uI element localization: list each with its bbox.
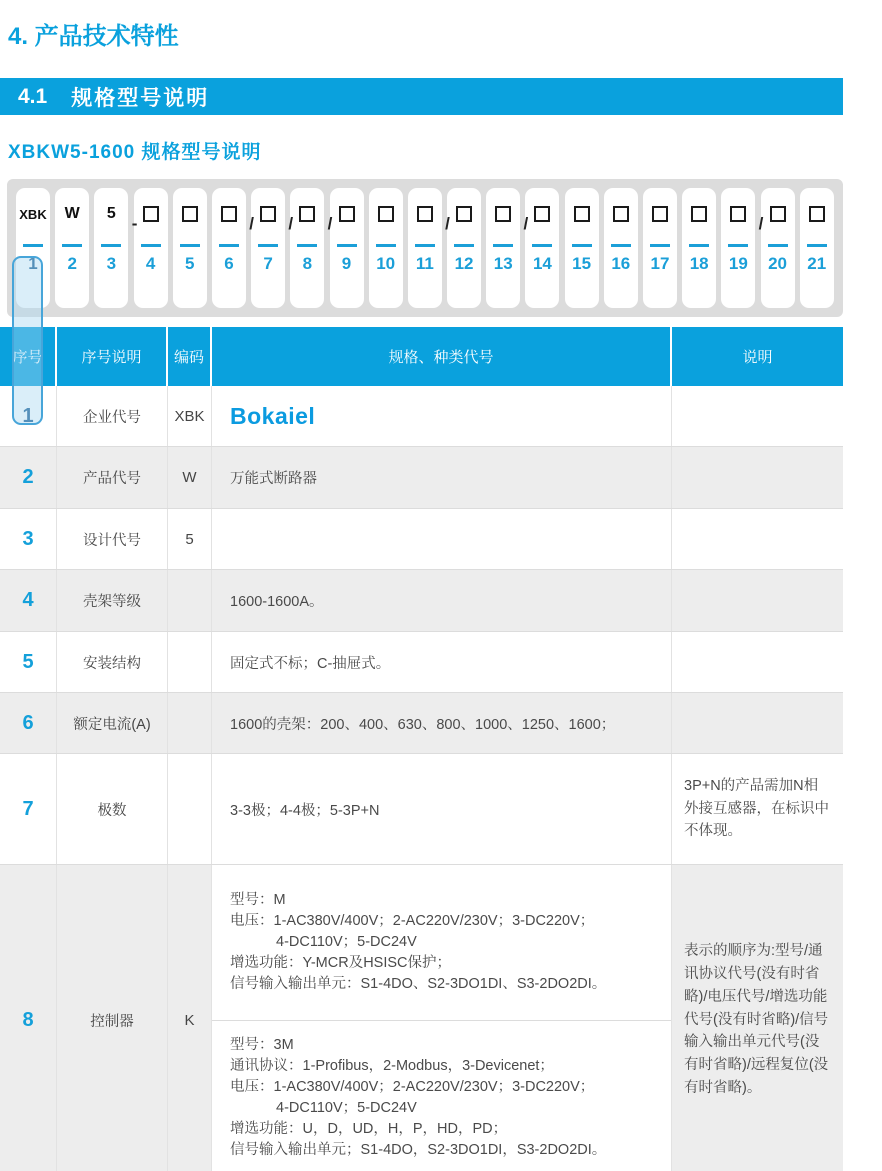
placeholder-box-icon bbox=[652, 206, 668, 222]
code-card-12 bbox=[447, 188, 481, 308]
row-spec-cell bbox=[212, 632, 672, 692]
brand-logo-text: Bokaiel bbox=[230, 402, 316, 429]
code-card-16 bbox=[604, 188, 638, 308]
table-header-row bbox=[0, 327, 843, 386]
row-number-cell: 1 bbox=[0, 386, 57, 446]
row-label-cell: 额定电流(A) bbox=[57, 693, 168, 753]
placeholder-box-icon bbox=[691, 206, 707, 222]
placeholder-box-icon bbox=[730, 206, 746, 222]
code-symbol bbox=[652, 188, 668, 240]
code-symbol bbox=[534, 188, 550, 240]
slash-separator: / bbox=[288, 214, 294, 233]
underline-dash bbox=[101, 244, 121, 247]
underline-dash bbox=[611, 244, 631, 247]
code-symbol bbox=[456, 188, 472, 240]
slash-separator: / bbox=[758, 214, 764, 233]
table-body bbox=[0, 386, 843, 1171]
underline-dash bbox=[650, 244, 670, 247]
table-row-4 bbox=[0, 569, 843, 631]
table-row-3 bbox=[0, 508, 843, 569]
code-symbol bbox=[495, 188, 511, 240]
spec-line: 增选功能：Y-MCR及HSISC保护； bbox=[230, 954, 452, 971]
code-symbol bbox=[339, 188, 355, 240]
code-symbol: 5 bbox=[106, 205, 116, 222]
table-row-2 bbox=[0, 446, 843, 508]
spec-line: 型号：3M bbox=[230, 1036, 294, 1053]
row-desc-cell bbox=[672, 570, 843, 631]
code-symbol bbox=[691, 188, 707, 240]
placeholder-box-icon bbox=[613, 206, 629, 222]
code-position-number: 19 bbox=[728, 254, 748, 273]
code-position-number: 10 bbox=[376, 254, 396, 273]
code-card-5 bbox=[173, 188, 207, 308]
spec-block-2 bbox=[212, 1021, 671, 1171]
code-card-21 bbox=[800, 188, 834, 308]
row-code-cell bbox=[168, 754, 212, 864]
code-position-number: 5 bbox=[185, 254, 195, 273]
underline-dash bbox=[141, 244, 161, 247]
section-banner bbox=[0, 78, 843, 115]
code-symbol bbox=[182, 188, 198, 240]
slash-separator: / bbox=[327, 214, 333, 233]
code-position-number: 15 bbox=[572, 254, 592, 273]
row-spec-cell bbox=[212, 754, 672, 864]
row-spec-cell bbox=[212, 693, 672, 753]
code-card-14 bbox=[525, 188, 559, 308]
underline-dash bbox=[415, 244, 435, 247]
code-position-number: 16 bbox=[611, 254, 631, 273]
slash-separator: / bbox=[249, 214, 254, 233]
code-card-13 bbox=[486, 188, 529, 308]
spec-line: 电压：1-AC380V/400V；2-AC220V/230V；3-DC220V； bbox=[230, 1078, 595, 1095]
code-position-number: 13 bbox=[493, 254, 513, 273]
placeholder-box-icon bbox=[299, 206, 315, 222]
code-card-11 bbox=[408, 188, 450, 308]
row-desc-cell: 3P+N的产品需加N相外接互感器，在标识中不体现。 bbox=[684, 777, 829, 840]
row-number-cell: 2 bbox=[0, 447, 57, 508]
placeholder-box-icon bbox=[378, 206, 394, 222]
table-row-5 bbox=[0, 631, 843, 692]
row-label-cell: 极数 bbox=[57, 754, 168, 864]
row-desc-cell bbox=[672, 693, 843, 753]
code-position-number: 2 bbox=[67, 254, 77, 273]
row-number-cell: 6 bbox=[0, 693, 57, 753]
spec-text: 万能式断路器 bbox=[230, 471, 317, 487]
code-symbol bbox=[613, 188, 629, 240]
row-label-cell: 设计代号 bbox=[57, 509, 168, 569]
spec-text: 1600的壳架：200、400、630、800、1000、1250、1600； bbox=[230, 716, 616, 733]
code-card-3 bbox=[94, 188, 138, 308]
row-spec-cell bbox=[212, 570, 672, 631]
row-label-cell: 产品代号 bbox=[57, 447, 168, 508]
slash-separator: / bbox=[445, 214, 450, 233]
underline-dash bbox=[728, 244, 748, 247]
code-card-17 bbox=[643, 188, 677, 308]
code-symbol bbox=[260, 188, 276, 240]
code-card-18 bbox=[682, 188, 716, 308]
code-symbol bbox=[417, 188, 433, 240]
code-symbol: XBK bbox=[19, 206, 47, 222]
slash-separator: / bbox=[523, 214, 529, 233]
row-number-cell: 3 bbox=[0, 509, 57, 569]
underline-dash bbox=[337, 244, 357, 247]
underline-dash bbox=[572, 244, 592, 247]
spec-line: 4-DC110V；5-DC24V bbox=[276, 1099, 417, 1116]
row-label-cell: 控制器 bbox=[57, 865, 168, 1171]
code-card-4 bbox=[131, 188, 168, 308]
row-desc-cell: 表示的顺序为:型号/通讯协议代号(没有时省略)/电压代号/增选功能代号(没有时省略)/信号输入输出单元代号(没有时省略)/远程复位(没有时省略)。 bbox=[684, 942, 829, 1097]
code-symbol: W bbox=[64, 205, 80, 222]
code-symbol bbox=[299, 188, 315, 240]
header-cell-2: 编码 bbox=[168, 327, 212, 386]
table-row-1 bbox=[0, 386, 843, 446]
code-symbol bbox=[574, 188, 590, 240]
placeholder-box-icon bbox=[770, 206, 786, 222]
row-code-cell: XBK bbox=[168, 386, 212, 446]
spec-line: 电压：1-AC380V/400V；2-AC220V/230V；3-DC220V； bbox=[230, 912, 595, 929]
row-desc-cell bbox=[672, 386, 843, 446]
row-number-cell: 8 bbox=[0, 865, 57, 1171]
row-spec-cell bbox=[212, 386, 672, 446]
row-spec-cell bbox=[212, 447, 672, 508]
code-symbol bbox=[378, 188, 394, 240]
spec-line: 信号输入输出单元；S1-4DO，S2-3DO1DI，S3-2DO2DI。 bbox=[230, 1141, 607, 1158]
code-position-number: 12 bbox=[454, 254, 474, 273]
row-code-cell bbox=[168, 570, 212, 631]
header-cell-1: 序号说明 bbox=[57, 327, 168, 386]
row-number-cell: 5 bbox=[0, 632, 57, 692]
code-symbol bbox=[143, 188, 159, 240]
code-position-number: 7 bbox=[263, 254, 273, 273]
code-symbol bbox=[770, 188, 786, 240]
code-diagram bbox=[7, 179, 843, 317]
header-cell-0: 序号 bbox=[0, 327, 57, 386]
code-card-9 bbox=[327, 188, 364, 308]
header-cell-4: 说明 bbox=[742, 349, 773, 366]
code-position-number: 1 bbox=[28, 254, 38, 273]
underline-dash bbox=[219, 244, 239, 247]
code-position-number: 20 bbox=[768, 254, 788, 273]
code-card-19 bbox=[721, 188, 764, 308]
placeholder-box-icon bbox=[339, 206, 355, 222]
code-card-15 bbox=[565, 188, 599, 308]
underline-dash bbox=[23, 244, 43, 247]
row-spec-cell bbox=[212, 865, 672, 1171]
underline-dash bbox=[493, 244, 513, 247]
code-card-8 bbox=[290, 188, 333, 308]
underline-dash bbox=[454, 244, 474, 247]
underline-dash bbox=[258, 244, 278, 247]
spec-line: 信号输入输出单元：S1-4DO、S2-3DO1DI、S3-2DO2DI。 bbox=[230, 975, 607, 992]
placeholder-box-icon bbox=[495, 206, 511, 222]
code-position-number: 11 bbox=[415, 254, 434, 273]
spec-text: 固定式不标；C-抽屉式。 bbox=[230, 655, 391, 672]
table-row-7 bbox=[0, 753, 843, 864]
code-position-number: 4 bbox=[145, 254, 156, 273]
code-position-number: 21 bbox=[807, 254, 827, 273]
row-number-cell: 4 bbox=[0, 570, 57, 631]
dash-separator: - bbox=[131, 214, 138, 233]
code-card-20 bbox=[758, 188, 795, 308]
row-spec-cell bbox=[212, 509, 672, 569]
spec-text: 1600-1600A。 bbox=[230, 594, 324, 610]
placeholder-box-icon bbox=[456, 206, 472, 222]
spec-line: 增选功能：U，D，UD，H，P，HD，PD； bbox=[230, 1120, 508, 1137]
spec-line: 4-DC110V；5-DC24V bbox=[276, 933, 417, 950]
underline-dash bbox=[297, 244, 317, 247]
code-card-7 bbox=[251, 188, 294, 308]
code-position-number: 14 bbox=[532, 254, 552, 273]
code-position-number: 6 bbox=[224, 254, 234, 273]
code-symbol bbox=[221, 188, 237, 240]
placeholder-box-icon bbox=[221, 206, 237, 222]
row-code-cell: W bbox=[168, 447, 212, 508]
section-title: 规格型号说明 bbox=[71, 86, 210, 110]
underline-dash bbox=[62, 244, 82, 247]
code-symbol bbox=[730, 188, 746, 240]
row-code-cell: 5 bbox=[168, 509, 212, 569]
code-position-number: 9 bbox=[341, 254, 352, 273]
row-code-cell: K bbox=[168, 865, 212, 1171]
code-card-2 bbox=[55, 188, 89, 308]
row-label-cell: 安装结构 bbox=[57, 632, 168, 692]
section-number: 4.1 bbox=[18, 84, 48, 108]
page-title: 4. 产品技术特性 bbox=[8, 23, 179, 50]
code-card-1 bbox=[16, 188, 50, 308]
placeholder-box-icon bbox=[417, 206, 433, 222]
code-position-number: 3 bbox=[106, 254, 117, 273]
underline-dash bbox=[532, 244, 552, 247]
underline-dash bbox=[768, 244, 788, 247]
spec-block-1 bbox=[212, 865, 671, 1021]
table-row-6 bbox=[0, 692, 843, 753]
underline-dash bbox=[807, 244, 827, 247]
underline-dash bbox=[376, 244, 396, 247]
row-code-cell bbox=[168, 632, 212, 692]
placeholder-box-icon bbox=[182, 206, 198, 222]
code-symbol bbox=[809, 188, 825, 240]
row-number-cell: 7 bbox=[0, 754, 57, 864]
placeholder-box-icon bbox=[534, 206, 550, 222]
code-position-number: 8 bbox=[302, 254, 313, 273]
underline-dash bbox=[180, 244, 200, 247]
row-code-cell bbox=[168, 693, 212, 753]
code-card-6 bbox=[212, 188, 254, 308]
underline-dash bbox=[689, 244, 709, 247]
spec-text: 3-3极；4-4极；5-3P+N bbox=[230, 802, 380, 819]
spec-line: 通讯协议：1-Profibus，2-Modbus，3-Devicenet； bbox=[230, 1057, 554, 1074]
row-desc-cell bbox=[672, 447, 843, 508]
code-card-10 bbox=[369, 188, 403, 308]
code-position-number: 17 bbox=[650, 254, 670, 273]
header-cell-3: 规格、种类代号 bbox=[212, 327, 672, 386]
table-row-8 bbox=[0, 864, 843, 1171]
row-desc-cell bbox=[672, 632, 843, 692]
placeholder-box-icon bbox=[809, 206, 825, 222]
row-label-cell: 企业代号 bbox=[57, 386, 168, 446]
placeholder-box-icon bbox=[574, 206, 590, 222]
spec-table bbox=[0, 327, 843, 1171]
row-label-cell: 壳架等级 bbox=[57, 570, 168, 631]
spec-line: 型号：M bbox=[230, 891, 286, 908]
row-desc-cell bbox=[672, 509, 843, 569]
placeholder-box-icon bbox=[143, 206, 159, 222]
code-position-number: 18 bbox=[689, 254, 709, 273]
model-subtitle: XBKW5-1600 规格型号说明 bbox=[8, 142, 262, 163]
placeholder-box-icon bbox=[260, 206, 276, 222]
